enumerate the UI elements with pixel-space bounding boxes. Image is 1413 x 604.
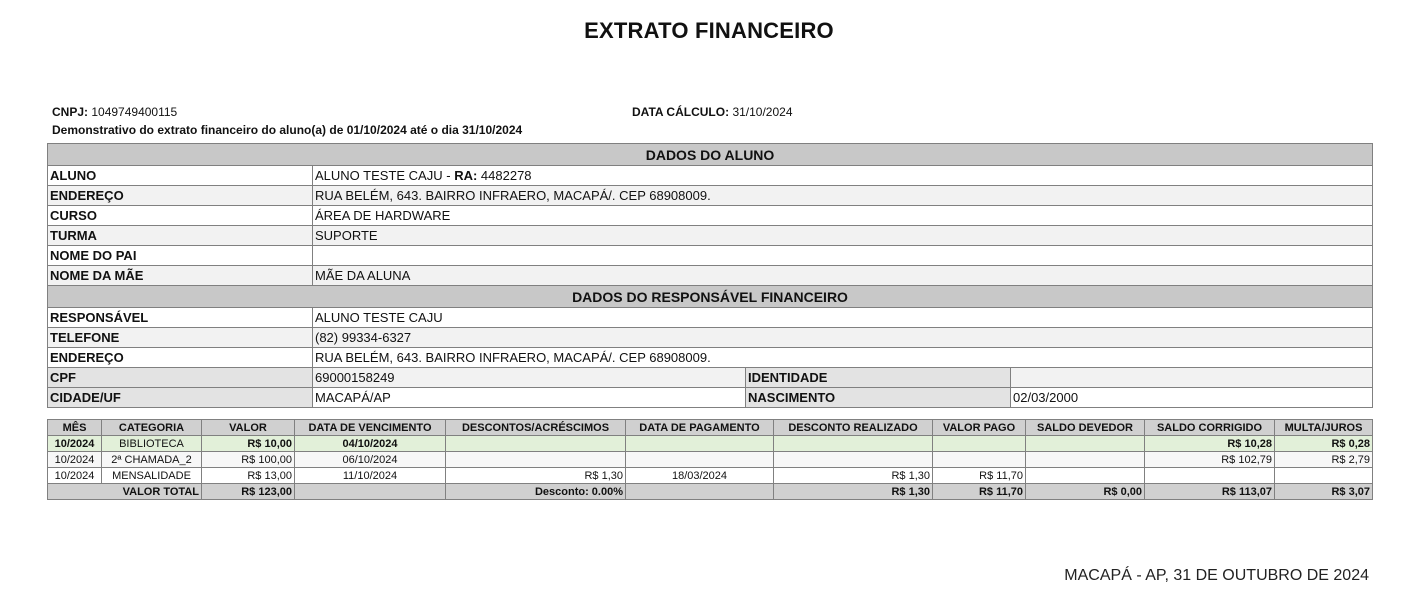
cell-descontos: [446, 452, 626, 468]
col-pagamento: DATA DE PAGAMENTO: [626, 420, 774, 436]
row-pai: [48, 246, 1373, 266]
cell-vencimento: 06/10/2024: [295, 452, 446, 468]
col-descontos: DESCONTOS/ACRÉSCIMOS: [446, 420, 626, 436]
cnpj-line: [52, 105, 177, 119]
cell-mes: 10/2024: [48, 452, 102, 468]
cell-valor: R$ 13,00: [202, 468, 295, 484]
cell-multa-juros: [1275, 468, 1373, 484]
value-endereco-responsavel: RUA BELÉM, 643. BAIRRO INFRAERO, MACAPÁ/. CEP 68908009.: [313, 348, 1373, 368]
total-label: VALOR TOTAL: [48, 484, 202, 500]
col-categoria: CATEGORIA: [102, 420, 202, 436]
total-valor-pago: R$ 11,70: [933, 484, 1026, 500]
cnpj-value: 1049749400115: [91, 105, 178, 119]
page-title: EXTRATO FINANCEIRO: [584, 18, 834, 43]
label-endereco: ENDEREÇO: [48, 186, 313, 206]
value-cidade: MACAPÁ/AP: [313, 388, 746, 408]
cell-desconto-realizado: R$ 1,30: [774, 468, 933, 484]
cell-valor-pago: R$ 11,70: [933, 468, 1026, 484]
value-curso: ÁREA DE HARDWARE: [313, 206, 1373, 226]
table-row: [48, 436, 1373, 452]
cell-desconto-realizado: [774, 452, 933, 468]
row-turma: [48, 226, 1373, 246]
value-turma: SUPORTE: [313, 226, 1373, 246]
label-responsavel: RESPONSÁVEL: [48, 308, 313, 328]
value-aluno: [313, 166, 1373, 186]
table-row: [48, 468, 1373, 484]
row-responsavel: [48, 308, 1373, 328]
col-desconto-realizado: DESCONTO REALIZADO: [774, 420, 933, 436]
section-title-aluno: DADOS DO ALUNO: [48, 144, 1373, 166]
cell-desconto-realizado: [774, 436, 933, 452]
value-telefone: (82) 99334-6327: [313, 328, 1373, 348]
section-header-aluno: [48, 144, 1373, 166]
cell-vencimento: 11/10/2024: [295, 468, 446, 484]
row-endereco-responsavel: [48, 348, 1373, 368]
cell-pagamento: 18/03/2024: [626, 468, 774, 484]
cell-valor: R$ 10,00: [202, 436, 295, 452]
col-mes: MÊS: [48, 420, 102, 436]
label-curso: CURSO: [48, 206, 313, 226]
footer-location-date: MACAPÁ - AP, 31 DE OUTUBRO DE 2024: [1064, 567, 1369, 584]
cell-categoria: MENSALIDADE: [102, 468, 202, 484]
demonstrativo-text: Demonstrativo do extrato financeiro do aluno(a) de 01/10/2024 até o dia 31/10/2024: [52, 123, 523, 137]
total-saldo-corrigido: R$ 113,07: [1145, 484, 1275, 500]
value-nascimento: 02/03/2000: [1011, 388, 1373, 408]
value-cpf: 69000158249: [313, 368, 746, 388]
cell-pagamento: [626, 436, 774, 452]
financial-table: [47, 419, 1373, 500]
cell-mes: 10/2024: [48, 436, 102, 452]
cell-saldo-corrigido: R$ 10,28: [1145, 436, 1275, 452]
data-calculo-value: 31/10/2024: [732, 105, 793, 119]
cell-valor-pago: [933, 436, 1026, 452]
row-curso: [48, 206, 1373, 226]
section-header-responsavel: [48, 286, 1373, 308]
row-telefone: [48, 328, 1373, 348]
cell-vencimento: 04/10/2024: [295, 436, 446, 452]
cell-valor-pago: [933, 452, 1026, 468]
ra-value: 4482278: [480, 168, 532, 183]
cell-saldo-corrigido: R$ 102,79: [1145, 452, 1275, 468]
table-row: [48, 452, 1373, 468]
row-mae: [48, 266, 1373, 286]
cell-multa-juros: R$ 0,28: [1275, 436, 1373, 452]
label-cpf: CPF: [48, 368, 313, 388]
label-pai: NOME DO PAI: [48, 246, 313, 266]
row-cpf: [48, 368, 1373, 388]
cell-multa-juros: R$ 2,79: [1275, 452, 1373, 468]
aluno-nome: ALUNO TESTE CAJU -: [315, 168, 455, 183]
col-vencimento: DATA DE VENCIMENTO: [295, 420, 446, 436]
cell-categoria: 2ª CHAMADA_2: [102, 452, 202, 468]
label-identidade: IDENTIDADE: [746, 368, 1011, 388]
value-responsavel: ALUNO TESTE CAJU: [313, 308, 1373, 328]
col-valor-pago: VALOR PAGO: [933, 420, 1026, 436]
label-mae: NOME DA MÃE: [48, 266, 313, 286]
section-title-responsavel: DADOS DO RESPONSÁVEL FINANCEIRO: [48, 286, 1373, 308]
label-endereco-responsavel: ENDEREÇO: [48, 348, 313, 368]
label-telefone: TELEFONE: [48, 328, 313, 348]
total-descontos: Desconto: 0.00%: [446, 484, 626, 500]
cnpj-label: CNPJ:: [52, 105, 89, 119]
cell-valor: R$ 100,00: [202, 452, 295, 468]
data-calculo-line: [632, 105, 793, 119]
ra-label: RA:: [454, 168, 478, 183]
cell-pagamento: [626, 452, 774, 468]
cell-saldo-devedor: [1026, 468, 1145, 484]
cell-saldo-corrigido: [1145, 468, 1275, 484]
value-pai: [313, 246, 1373, 266]
col-saldo-devedor: SALDO DEVEDOR: [1026, 420, 1145, 436]
total-multa-juros: R$ 3,07: [1275, 484, 1373, 500]
col-multa-juros: MULTA/JUROS: [1275, 420, 1373, 436]
cell-mes: 10/2024: [48, 468, 102, 484]
data-calculo-label: DATA CÁLCULO:: [632, 105, 730, 119]
total-desconto-realizado: R$ 1,30: [774, 484, 933, 500]
cell-descontos: R$ 1,30: [446, 468, 626, 484]
row-endereco-aluno: [48, 186, 1373, 206]
label-aluno: ALUNO: [48, 166, 313, 186]
cell-saldo-devedor: [1026, 436, 1145, 452]
row-cidade: [48, 388, 1373, 408]
col-valor: VALOR: [202, 420, 295, 436]
row-aluno: [48, 166, 1373, 186]
financial-header-row: [48, 420, 1373, 436]
total-pagamento: [626, 484, 774, 500]
label-nascimento: NASCIMENTO: [746, 388, 1011, 408]
cell-categoria: BIBLIOTECA: [102, 436, 202, 452]
total-valor: R$ 123,00: [202, 484, 295, 500]
col-saldo-corrigido: SALDO CORRIGIDO: [1145, 420, 1275, 436]
value-identidade: [1011, 368, 1373, 388]
total-row: [48, 484, 1373, 500]
value-mae: MÃE DA ALUNA: [313, 266, 1373, 286]
cell-descontos: [446, 436, 626, 452]
student-info-table: [47, 143, 1373, 408]
cell-saldo-devedor: [1026, 452, 1145, 468]
total-vencimento: [295, 484, 446, 500]
label-turma: TURMA: [48, 226, 313, 246]
total-saldo-devedor: R$ 0,00: [1026, 484, 1145, 500]
value-endereco: RUA BELÉM, 643. BAIRRO INFRAERO, MACAPÁ/. CEP 68908009.: [313, 186, 1373, 206]
label-cidade: CIDADE/UF: [48, 388, 313, 408]
